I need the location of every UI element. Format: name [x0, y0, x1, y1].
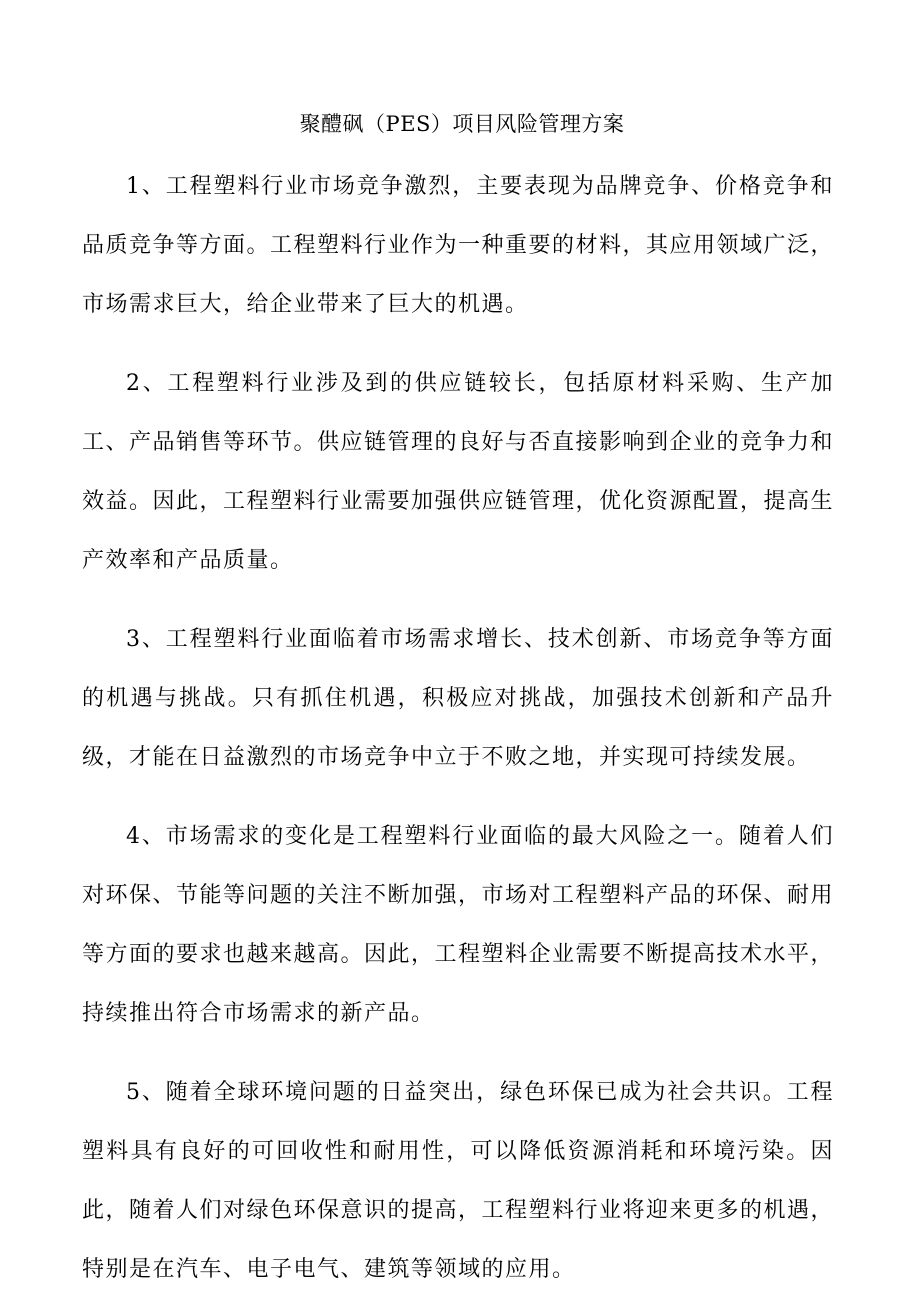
paragraph-5: 5、随着全球环境问题的日益突出，绿色环保已成为社会共识。工程塑料具有良好的可回收性和耐用性，可以降低资源消耗和环境污染。因此，随着人们对绿色环保意识的提高，工程塑料行业将迎来更多的机遇，特别是在汽车、电子电气、建筑等领域的应用。 [82, 1080, 835, 1282]
paragraph-1: 1、工程塑料行业市场竞争激烈，主要表现为品牌竞争、价格竞争和品质竞争等方面。工程塑料行业作为一种重要的材料，其应用领域广泛，市场需求巨大，给企业带来了巨大的机遇。 [82, 174, 835, 317]
paragraph-3: 3、工程塑料行业面临着市场需求增长、技术创新、市场竞争等方面的机遇与挑战。只有抓住机遇，积极应对挑战，加强技术创新和产品升级，才能在日益激烈的市场竞争中立于不败之地，并实现可持续发展。 [82, 627, 834, 770]
paragraph-2: 2、工程塑料行业涉及到的供应链较长，包括原材料采购、生产加工、产品销售等环节。供应链管理的良好与否直接影响到企业的竞争力和效益。因此，工程塑料行业需要加强供应链管理，优化资源配置，提高生产效率和产品质量。 [82, 371, 835, 573]
document-title: 聚醴砜（PES）项目风险管理方案 [299, 112, 625, 136]
paragraph-4: 4、市场需求的变化是工程塑料行业面临的最大风险之一。随着人们对环保、节能等问题的关注不断加强，市场对工程塑料产品的环保、耐用等方面的要求也越来越高。因此，工程塑料企业需要不断提高技术水平，持续推出符合市场需求的新产品。 [82, 824, 835, 1026]
